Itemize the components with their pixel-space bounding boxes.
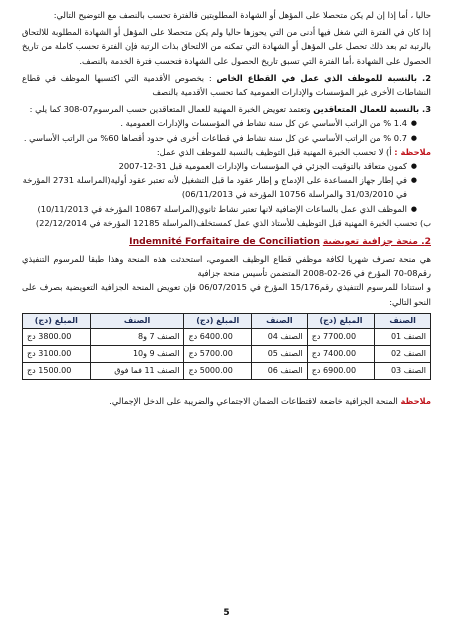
allowance-title-fr: Indemnité Forfaitaire de Conciliation — [129, 236, 320, 248]
allowance-paragraph-2: و استنادا للمرسوم التنفيذي رقم15/176 المؤرخ في 06/07/2015 فإن تعويض المنحة الجزافية التعويضية بصرف على النحو التالي: — [22, 282, 431, 307]
allowance-title-ar: 2. منحة جزافية تعويضية — [322, 236, 431, 248]
amount-cell: 7700.00 دج — [307, 328, 375, 345]
allowance-note — [22, 394, 431, 408]
page-number: 5 — [223, 608, 230, 618]
section-contract-workers — [22, 102, 431, 116]
allowance-paragraph-1: هي منحة تصرف شهريا لكافة موظفي قطاع الوظيف العمومي، استحدثت هذه المنحة وهذا طبقا للمرسوم التنفيذي رقم08-70 المؤرخ في 26-02-2008 المتضمن تأسيس منحة جزافية — [22, 254, 431, 279]
amount-cell: 6900.00 دج — [307, 362, 375, 379]
table-header-row — [23, 313, 431, 328]
allowance-note-text: المنحة الجزافية خاضعة لاقتطاعات الضمان الاجتماعي والضريبة على الدخل الإجمالي. — [109, 395, 398, 406]
intro-paragraph: إذا كان في الفترة التي شغل فيها أدنى من التي يحوزها حاليا ولم يكن متحصلا على المؤهل أو الشهادة المطلوبة للالتحاق بالرتبة ثم بعد ذلك تحصل على المؤهل أو الشهادة التي تمكنه من الالتحاق بذات الرتبة فإن الفترة تحسب كاملة من تاريخ الحصول على الشهادة ،أما الفترة التي تسبق تاريخ الحصول على الشهادة فتحسب فترة الخدمة بالنصف. — [22, 27, 431, 66]
table-row — [23, 345, 431, 362]
grade-cell: الصنف 03 — [375, 362, 431, 379]
grade-cell: الصنف 11 فما فوق — [90, 362, 184, 379]
grade-cell: الصنف 04 — [252, 328, 308, 345]
amount-cell: 6400.00 دج — [184, 328, 252, 345]
amount-cell: 5000.00 دج — [184, 362, 252, 379]
amount-cell: 3100.00 دج — [23, 345, 91, 362]
grade-cell: الصنف 02 — [375, 345, 431, 362]
section-private-sector — [22, 71, 431, 99]
note-substitute-teacher: ب) تحسب الخبرة المهنية قبل التوظيف للأستاذ الذي عمل كمستخلف(المراسلة 12185 المؤرخة في 22/12/2014) — [35, 217, 431, 228]
intro-line-1: حاليا ، أما إذا إن لم يكن متحصلا على المؤهل أو الشهادة المطلوبتين فالفترة تحسب بالنصف مع التوضيح التالي: — [53, 10, 431, 20]
section-private-sector-label: 2. بالنسبة للموظف الذي عمل في القطاع الخاص — [216, 72, 431, 83]
grade-cell: الصنف 7 و8 — [90, 328, 184, 345]
section-private-sector-text: : بخصوص الأقدمية التي اكتسبها الموظف في قطاع النشاطات الأخرى غير المؤسسات والإدارات العمومية كما تحسب الأقدمية بالنصف — [22, 72, 431, 98]
contract-rates-list — [22, 116, 431, 144]
column-header-grade: الصنف — [90, 313, 184, 328]
list-item: ● الموظف الذي عمل بالساعات الإضافية لانها تعتبر نشاط ثانوي(المراسلة 10867 المؤرخة في 10/11/2013) — [22, 202, 417, 216]
list-item: ● 0.7 % من الراتب الأساسي عن كل سنة نشاط في قطاعات أخرى في حدود أقصاها 60% من الراتب الأساسي . — [22, 131, 417, 145]
grade-cell: الصنف 9 و10 — [90, 345, 184, 362]
amount-cell: 7400.00 دج — [307, 345, 375, 362]
grade-cell: الصنف 06 — [252, 362, 308, 379]
grade-cell: الصنف 05 — [252, 345, 308, 362]
excluded-experience-list — [22, 159, 431, 216]
amount-cell: 1500.00 دج — [23, 362, 91, 379]
amount-cell: 3800.00 دج — [23, 328, 91, 345]
column-header-grade: الصنف — [252, 313, 308, 328]
column-header-amount: المبلغ (دج) — [23, 313, 91, 328]
section-contract-workers-label: 3. بالنسبة للعمال المتعاقدين — [313, 104, 431, 115]
note-experience — [22, 145, 431, 159]
column-header-grade: الصنف — [375, 313, 431, 328]
note-label: ملاحظة : — [394, 146, 431, 157]
list-item: ● 1.4 % من الراتب الأساسي عن كل سنة نشاط في المؤسسات والإدارات العمومية . — [22, 116, 417, 130]
column-header-amount: المبلغ (دج) — [184, 313, 252, 328]
allowance-heading — [22, 234, 431, 250]
allowance-table — [22, 313, 431, 380]
table-row — [23, 328, 431, 345]
grade-cell: الصنف 01 — [375, 328, 431, 345]
column-header-amount: المبلغ (دج) — [307, 313, 375, 328]
list-item: ● في إطار جهاز المساعدة على الإدماج و إطار عقود ما قبل التشغيل لأنه تعتبر عقود أولية(المراسلة 2731 المؤرخة في 31/03/2010 والمراسلة 10756 المؤرخة في 06/11/2013) — [22, 173, 417, 201]
list-item: ● كمون متعاقد بالتوقيت الجزئي في المؤسسات والإدارات العمومية قبل 31-12-2007 — [22, 159, 417, 173]
note-text: أ) لا تحسب الخبرة المهنية قبل التوظيف بالنسبة للموظف الذي عمل: — [156, 146, 392, 157]
amount-cell: 5700.00 دج — [184, 345, 252, 362]
table-row — [23, 362, 431, 379]
section-contract-workers-text: وتعتمد تعويض الخبرة المهنية للعمال المتعاقدين حسب المرسوم07-308 كما يلي : — [29, 104, 311, 115]
allowance-note-label: ملاحظة — [400, 395, 431, 406]
